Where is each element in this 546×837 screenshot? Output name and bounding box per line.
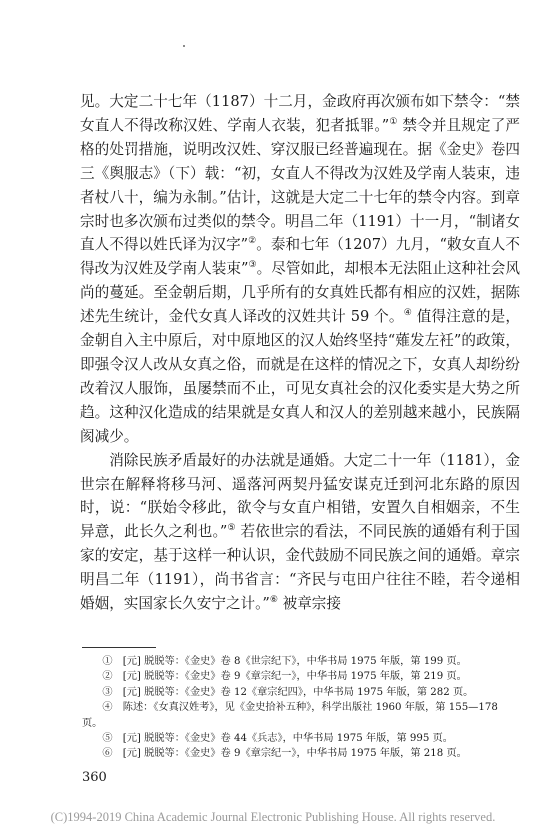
paragraph-text: 。泰和七年（1207）九月，“敕女直人不得改为汉姓及学南人装束” [80,236,520,278]
footnote-marker: ① [389,117,398,128]
copyright-notice: (C)1994-2019 China Academic Journal Electronic Publishing House. All rights reserved. [50,810,496,824]
paragraph-text: 消除民族矛盾最好的办法就是通婚。大定二十一年（1181），金世宗在解释将移马河、遥落河两契丹猛安谋克迁到河北东路的原因时，说：“朕始令移此，欲令与女直户相错，安置久自相姻亲，不生异意，此长久之利也。” [80,451,520,541]
paragraph-text: 见。大定二十七年（1187）十二月，金政府再次颁布如下禁令：“禁女直人不得改称汉姓、学南人衣装，犯者抵罪。” [80,93,520,134]
footnote-item: ① [元] 脱脱等：《金史》卷 8《世宗纪下》，中华书局 1975 年版，第 199 页。 [102,656,467,667]
footnote-marker: ④ [403,308,412,319]
footnote-item: ⑤ [元] 脱脱等：《金史》卷 44《兵志》，中华书局 1975 年版，第 995 页。 [102,733,453,745]
paragraph-text: 被章宗接 [277,595,341,613]
footnote-item: ④ 陈述：《女真汉姓考》，见《金史拾补五种》，科学出版社 1960 年版，第 155—178 页。 [82,702,498,729]
paragraph-text: 值得注意的是，金朝自入主中原后，对中原地区的汉人始终坚持“薙发左衽”的政策，即强令汉人改从女真之俗，而就是在这样的情况之下，女真人却纷纷改着汉人服饰，虽屡禁而不止，可见女真社会的汉化委实是大势之所趋。这种汉化造成的结果就是女真人和汉人的差别越来越小，民族隔阂减少。 [80,308,520,445]
footnote-item: ③ [元] 脱脱等：《金史》卷 12《章宗纪四》，中华书局 1975 年版，第 282 页。 [102,686,474,698]
body-text [80,90,520,616]
footnote-item: ⑥ [元] 脱脱等：《金史》卷 9《章宗纪一》，中华书局 1975 年版，第 218 页。 [102,748,467,760]
footnote-divider [82,647,156,648]
footnote-marker: ⑥ [269,595,278,606]
footnote-item: ② [元] 脱脱等：《金史》卷 9《章宗纪一》，中华书局 1975 年版，第 219 页。 [102,671,467,683]
page-number: 360 [82,770,107,785]
paragraph-text: 。尽管如此，却根本无法阻止这种社会风尚的蔓延。至金朝后期，几乎所有的女真姓氏都有相应的汉姓，据陈述先生统计，金代女真人译改的汉姓共计 59 个。 [80,260,520,326]
body-paragraph [80,90,520,449]
paragraph-text: 禁令并且规定了严格的处罚措施，说明改汉姓、穿汉服已经普遍现在。据《金史》卷四三《舆服志》（下）载：“初，女直人不得改为汉姓及学南人装束，违者杖八十，编为永制。”估计，这就是大定二十七年的禁令内容。到章宗时也多次颁布过类似的禁令。明昌二年（1191）十一月，“制诸女直人不得以姓氏译为汉字” [80,116,521,254]
body-paragraph [80,449,520,616]
scan-speck [183,45,185,47]
footnote-marker: ⑤ [227,523,236,534]
paragraph-text: 若依世宗的看法，不同民族的通婚有利于国家的安定，基于这样一种认识，金代鼓励不同民族之间的通婚。章宗明昌二年（1191），尚书省言：“齐民与屯田户往往不睦，若令递相婚姻，实国家长久安宁之计。” [80,523,520,613]
footnotes [82,654,518,762]
footnote-marker: ③ [248,260,257,271]
footnote-marker: ② [248,236,257,247]
